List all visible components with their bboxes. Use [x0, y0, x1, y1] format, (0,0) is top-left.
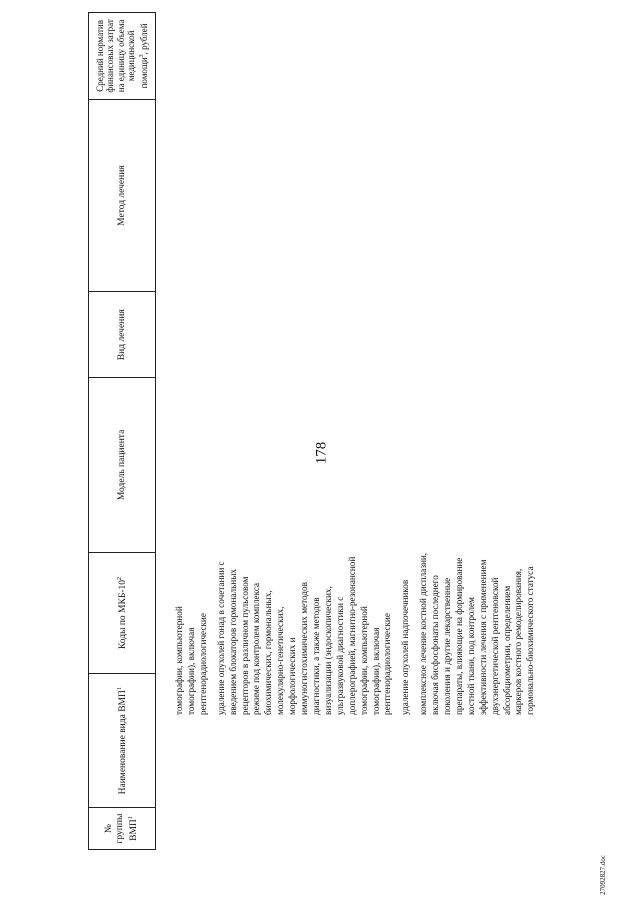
header-group-number-label: № группы ВМП — [103, 813, 140, 844]
method-line: томографии), включая — [185, 627, 196, 715]
method-line: рентгенорадиологические — [382, 613, 393, 715]
method-line: томографии), включая — [370, 627, 381, 715]
method-line: морфологических и — [287, 637, 298, 715]
method-line: препараты, влияющие на формирование — [453, 557, 464, 715]
method-line: гормонально-биохимического статуса — [525, 566, 536, 715]
header-cost-standard — [89, 13, 155, 99]
method-line: эффективности лечения с применением — [477, 559, 488, 715]
method-line: биохимических, гормональных, — [263, 590, 274, 715]
method-line: томографии, компьютерной — [174, 606, 184, 715]
header-cost-standard-label: Средний норматив финансовых затрат на единицу объема медицинской помощи — [94, 19, 149, 93]
table-header — [88, 12, 156, 850]
method-line: абсорбциометрии, определением — [501, 585, 512, 715]
header-icd-codes-label: Коды по МКБ-10 — [118, 580, 129, 650]
header-cost-standard-unit: , рублей — [138, 23, 149, 55]
header-treatment-type: Вид лечения — [89, 291, 155, 377]
method-line: поколения и другие лекарственные — [442, 577, 453, 715]
treatment-methods — [174, 163, 550, 715]
method-line: рецепторов в различном пульсовом — [239, 576, 250, 715]
method-line: включая бисфосфонаты последнего — [430, 575, 441, 715]
method-line: ультразвуковой диагностики с — [334, 596, 345, 715]
method-line: томографии, компьютерной — [358, 606, 369, 715]
method-line: рентгенорадиологические — [197, 613, 208, 715]
method-line: комплексное лечение костной дисплазии, — [418, 552, 429, 715]
header-vmp-name-label: Наименование вида ВМП — [118, 690, 129, 795]
method-line: визуализации (эндоскопических, — [322, 586, 333, 715]
method-line: костной ткани, под контролем — [465, 597, 476, 715]
method-line: диагностики, а также методов — [310, 597, 321, 715]
header-patient-model: Модель пациента — [89, 377, 155, 552]
header-vmp-name — [89, 673, 155, 807]
header-group-number — [89, 807, 155, 849]
footnote-1: 1 — [127, 816, 134, 820]
document-reference: 27092827.doc — [599, 855, 607, 895]
footnote-2: 2 — [116, 577, 123, 581]
method-line: доплерографией, магнитно-резонансной — [346, 556, 357, 715]
method-line: введением блокаторов гормональных — [227, 569, 238, 715]
footnote-3: 3 — [138, 54, 145, 58]
method-line: маркеров костного ремоделирования, — [513, 568, 524, 715]
page-number: 178 — [313, 441, 330, 465]
method-line: иммуногистохимических методов — [299, 582, 310, 715]
footnote-1: 1 — [116, 687, 123, 691]
method-line: удаление опухолей гонад в сочетании с — [215, 561, 226, 715]
method-line: удаление опухолей надпочечников — [400, 579, 411, 715]
method-line: режиме под контролем комплекса — [251, 582, 262, 715]
header-icd-codes — [89, 552, 155, 674]
method-line: молекулярно-генетических, — [275, 606, 286, 715]
header-treatment-method: Метод лечения — [89, 99, 155, 292]
method-line: двухэнергетической рентгеновской — [489, 577, 500, 715]
